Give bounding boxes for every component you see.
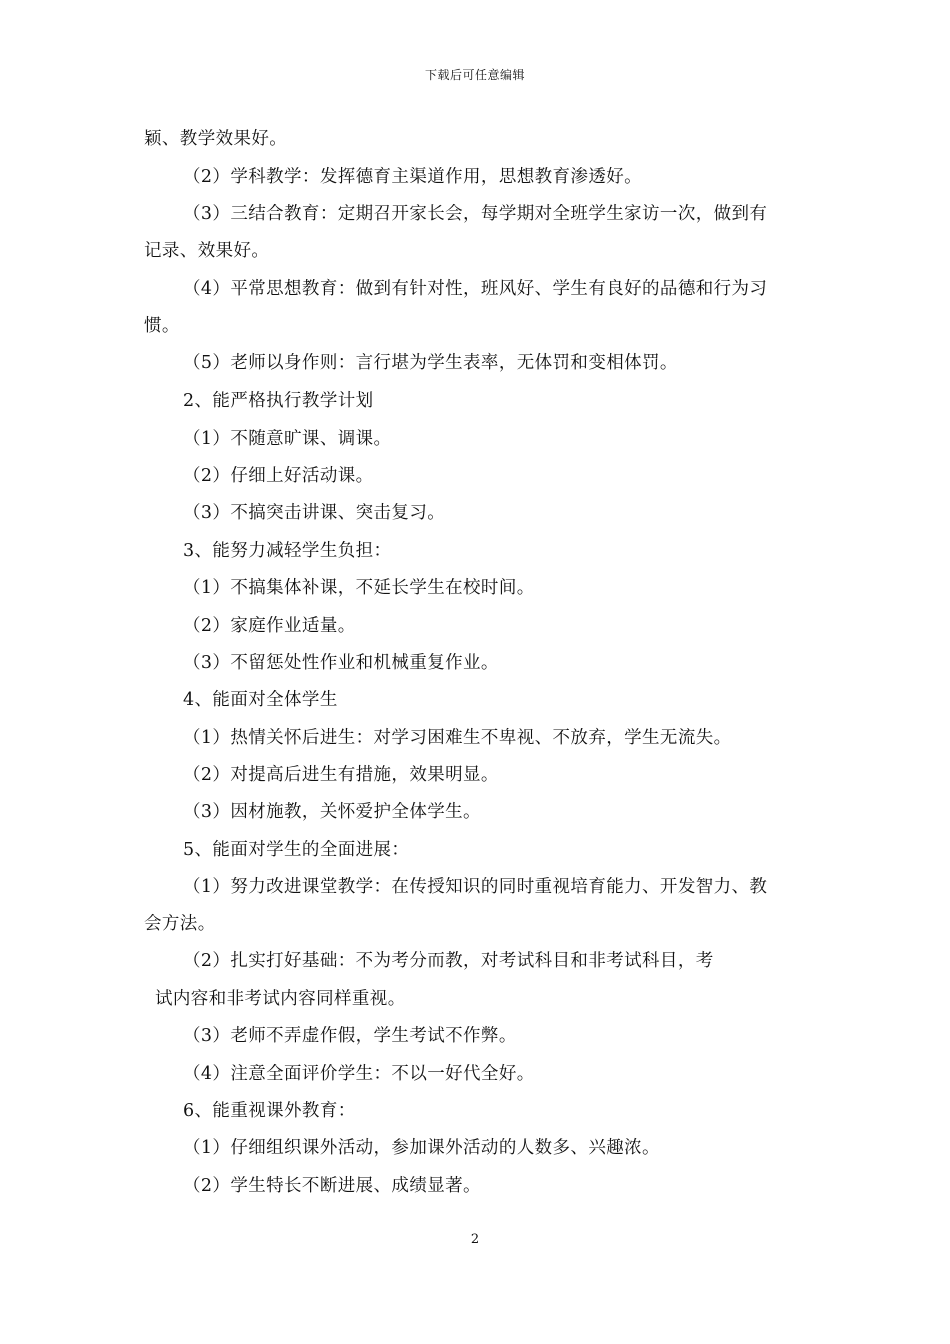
text-line: （3）因材施教，关怀爱护全体学生。 xyxy=(183,802,481,822)
text-line: （3）不留惩处性作业和机械重复作业。 xyxy=(183,653,499,673)
text-line: （2）家庭作业适量。 xyxy=(183,616,356,636)
text-line: （2）学生特长不断进展、成绩显著。 xyxy=(183,1176,481,1196)
section-heading: 3、能努力减轻学生负担： xyxy=(183,541,392,561)
page-header: 下载后可任意编辑 xyxy=(424,68,525,82)
section-heading: 2、能严格执行教学计划 xyxy=(183,391,374,411)
text-line: （2）扎实打好基础：不为考分而教，对考试科目和非考试科目，考 xyxy=(183,951,714,971)
section-heading: 4、能面对全体学生 xyxy=(183,690,338,710)
page-number: 2 xyxy=(470,1232,480,1247)
text-line: （4）平常思想教育：做到有针对性，班风好、学生有良好的品德和行为习 xyxy=(183,279,768,299)
text-line: （1）仔细组织课外活动，参加课外活动的人数多、兴趣浓。 xyxy=(183,1138,660,1158)
text-line: （1）不随意旷课、调课。 xyxy=(183,429,392,449)
text-line: 记录、效果好。 xyxy=(144,241,270,261)
text-line: （2）学科教学：发挥德育主渠道作用，思想教育渗透好。 xyxy=(183,167,643,187)
text-line: 会方法。 xyxy=(144,914,216,934)
text-line: （2）对提高后进生有措施，效果明显。 xyxy=(183,765,499,785)
text-line: （5）老师以身作则：言行堪为学生表率，无体罚和变相体罚。 xyxy=(183,353,678,373)
text-line: （3）三结合教育：定期召开家长会，每学期对全班学生家访一次，做到有 xyxy=(183,204,768,224)
text-line: （1）热情关怀后进生：对学习困难生不卑视、不放弃，学生无流失。 xyxy=(183,728,732,748)
text-line: （2）仔细上好活动课。 xyxy=(183,466,374,486)
section-heading: 6、能重视课外教育： xyxy=(183,1101,356,1121)
section-heading: 5、能面对学生的全面进展： xyxy=(183,840,410,860)
text-line: 试内容和非考试内容同样重视。 xyxy=(155,989,406,1009)
text-line: （4）注意全面评价学生：不以一好代全好。 xyxy=(183,1064,535,1084)
text-line: 颖、教学效果好。 xyxy=(144,129,288,149)
text-line: （1）努力改进课堂教学：在传授知识的同时重视培育能力、开发智力、教 xyxy=(183,877,768,897)
text-line: （3）不搞突击讲课、突击复习。 xyxy=(183,503,446,523)
text-line: 惯。 xyxy=(144,316,180,336)
text-line: （1）不搞集体补课，不延长学生在校时间。 xyxy=(183,578,535,598)
text-line: （3）老师不弄虚作假，学生考试不作弊。 xyxy=(183,1026,517,1046)
